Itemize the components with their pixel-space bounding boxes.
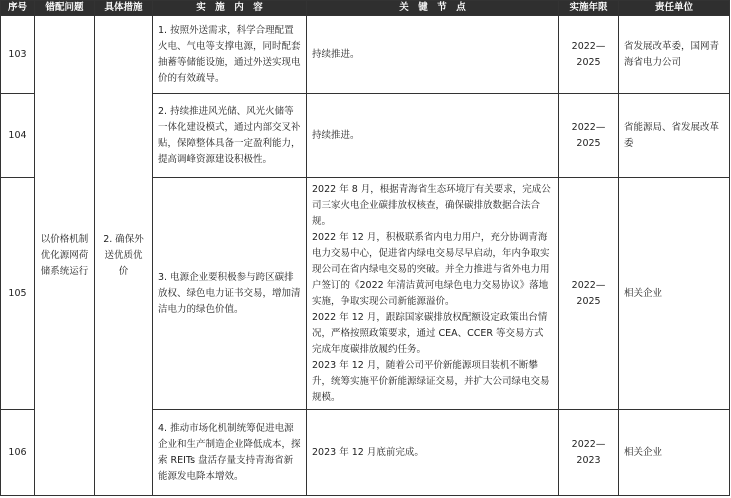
- unit-cell: 省能源局、省发展改革委: [619, 94, 730, 178]
- header-problem: 错配问题: [35, 1, 95, 16]
- unit-cell: 省发展改革委，国网青海省电力公司: [619, 16, 730, 94]
- node-text: 2023 年 12 月，随着公司平价新能源项目装机不断攀升，统筹实施平价新能源绿证交易，并扩大公司绿电交易规模。: [312, 359, 550, 403]
- table-row: [1, 16, 730, 94]
- seq-cell: 103: [1, 16, 35, 94]
- nodes-cell: [307, 16, 559, 94]
- header-nodes: 关 键 节 点: [307, 1, 559, 16]
- content-cell: 4. 推动市场化机制统筹促进电源企业和生产制造企业降低成本，探索 REITs 盘活存量支持青海省新能源发电降本增效。: [153, 410, 307, 496]
- nodes-cell: [307, 94, 559, 178]
- seq-cell: 105: [1, 178, 35, 410]
- period-cell: 2022—2025: [559, 178, 619, 410]
- header-content: 实 施 内 容: [153, 1, 307, 16]
- node-text: 2022 年 12 月，跟踪国家碳排放权配额设定政策出台情况，严格按照政策要求，通过 CEA、CCER 等交易方式完成年度碳排放履约任务。: [312, 311, 548, 355]
- node-text: 持续推进。: [312, 48, 360, 60]
- header-measure: 具体措施: [95, 1, 153, 16]
- nodes-cell: [307, 410, 559, 496]
- header-period: 实施年限: [559, 1, 619, 16]
- header-seq: 序号: [1, 1, 35, 16]
- node-text: 2022 年 12 月，积极联系省内电力用户，充分协调青海电力交易中心，促进省内绿电交易尽早启动，年内争取实现公司在省内绿电交易的突破。并全力推进与省外电力用户签订的《2022 年清洁黄河电绿色电力交易协议》落地实施，争取实现公司新能源溢价。: [312, 231, 550, 307]
- period-cell: 2022—2025: [559, 16, 619, 94]
- content-cell: 2. 持续推进风光储、风光火储等一体化建设模式，通过内部交叉补贴，保障整体具备一定盈利能力，提高调峰资源建设积极性。: [153, 94, 307, 178]
- node-text: 持续推进。: [312, 129, 360, 141]
- seq-cell: 106: [1, 410, 35, 496]
- seq-cell: 104: [1, 94, 35, 178]
- nodes-cell: [307, 178, 559, 410]
- unit-cell: 相关企业: [619, 178, 730, 410]
- period-cell: 2022—2025: [559, 94, 619, 178]
- node-text: 2023 年 12 月底前完成。: [312, 446, 424, 458]
- unit-cell: 相关企业: [619, 410, 730, 496]
- measure-cell: 2. 确保外送优质优价: [95, 16, 153, 496]
- header-unit: 责任单位: [619, 1, 730, 16]
- content-cell: 1. 按照外送需求，科学合理配置火电、气电等支撑电源，同时配套抽蓄等储能设施，通过外送实现电价的有效疏导。: [153, 16, 307, 94]
- period-cell: 2022—2023: [559, 410, 619, 496]
- problem-cell: 以价格机制优化源网荷储系统运行: [35, 16, 95, 496]
- header-row: [1, 1, 730, 16]
- node-text: 2022 年 8 月，根据青海省生态环境厅有关要求，完成公司三家火电企业碳排放权核查，确保碳排放数据合法合规。: [312, 183, 551, 227]
- content-cell: 3. 电源企业要积极参与跨区碳排放权、绿色电力证书交易，增加清洁电力的绿色价值。: [153, 178, 307, 410]
